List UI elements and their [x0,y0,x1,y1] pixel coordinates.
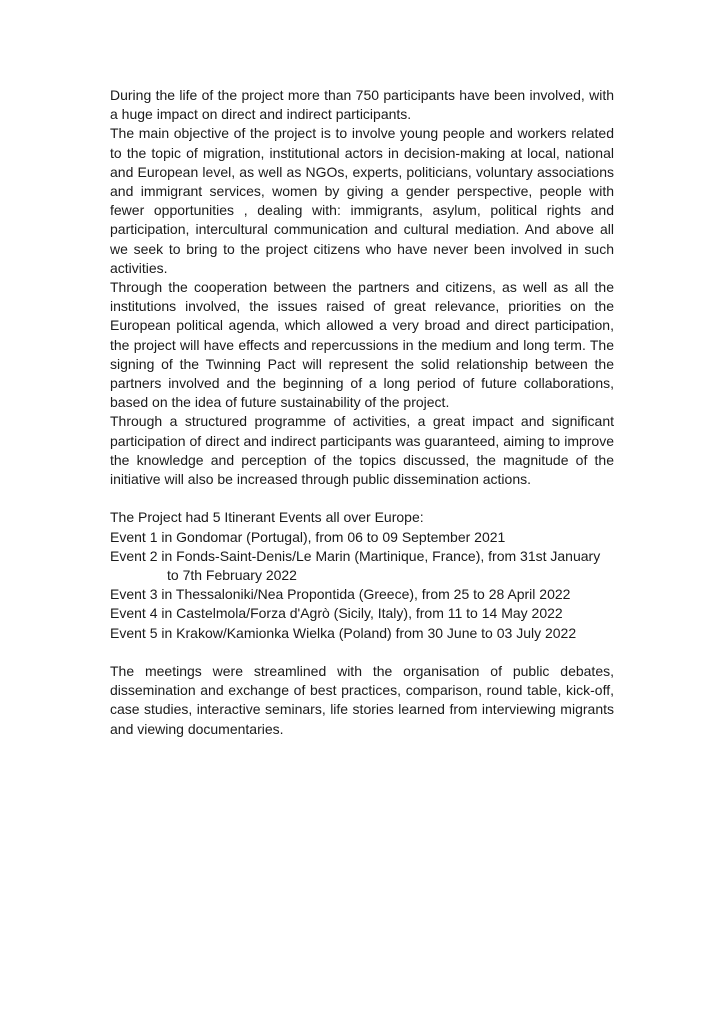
paragraph-cooperation: Through the cooperation between the partners and citizens, as well as all the institutions involved, the issues raised of great relevance, priorities on the European political agenda, which allowed a very broad and direct participation, the project will have effects and repercussions in the medium and long term. The signing of the Twinning Pact will represent the solid relationship between the partners involved and the beginning of a long period of future collaborations, based on the idea of future sustainability of the project. [110,279,614,411]
paragraph-structured-programme: Through a structured programme of activities, a great impact and significant participation of direct and indirect participants was guaranteed, aiming to improve the knowledge and perception of the topics discussed, the magnitude of the initiative will also be increased through public dissemination actions. [110,413,614,488]
paragraph-meetings: The meetings were streamlined with the organisation of public debates, dissemination and exchange of best practices, comparison, round table, kick-off, case studies, interactive seminars, life stories learned from interviewing migrants and viewing documentaries. [110,663,614,737]
event-item-3: Event 3 in Thessaloniki/Nea Propontida (Greece), from 25 to 28 April 2022 [110,586,571,603]
event-item-5: Event 5 in Krakow/Kamionka Wielka (Poland) from 30 June to 03 July 2022 [110,624,577,641]
event-item-1: Event 1 in Gondomar (Portugal), from 06 to 09 September 2021 [110,528,506,545]
paragraph-participants: During the life of the project more than 750 participants have been involved, with a huge impact on direct and indirect participants. [110,87,614,123]
paragraph-spacer [110,643,614,662]
event-item-2: Event 2 in Fonds-Saint-Denis/Le Marin (Martinique, France), from 31st January to 7th February 2022 [110,547,601,584]
event-item-4: Event 4 in Castelmola/Forza d'Agrò (Sicily, Italy), from 11 to 14 May 2022 [110,605,563,622]
document-body [110,86,614,739]
events-intro: The Project had 5 Itinerant Events all over Europe: [110,509,424,526]
paragraph-spacer [110,489,614,508]
paragraph-main-objective: The main objective of the project is to involve young people and workers related to the topic of migration, institutional actors in decision-making at local, national and European level, as well as NGOs, experts, politicians, voluntary associations and immigrant services, women by giving a gender perspective, people with fewer opportunities , dealing with: immigrants, asylum, political rights and participation, intercultural communication and cultural mediation. And above all we seek to bring to the project citizens who have never been involved in such activities. [110,125,614,276]
